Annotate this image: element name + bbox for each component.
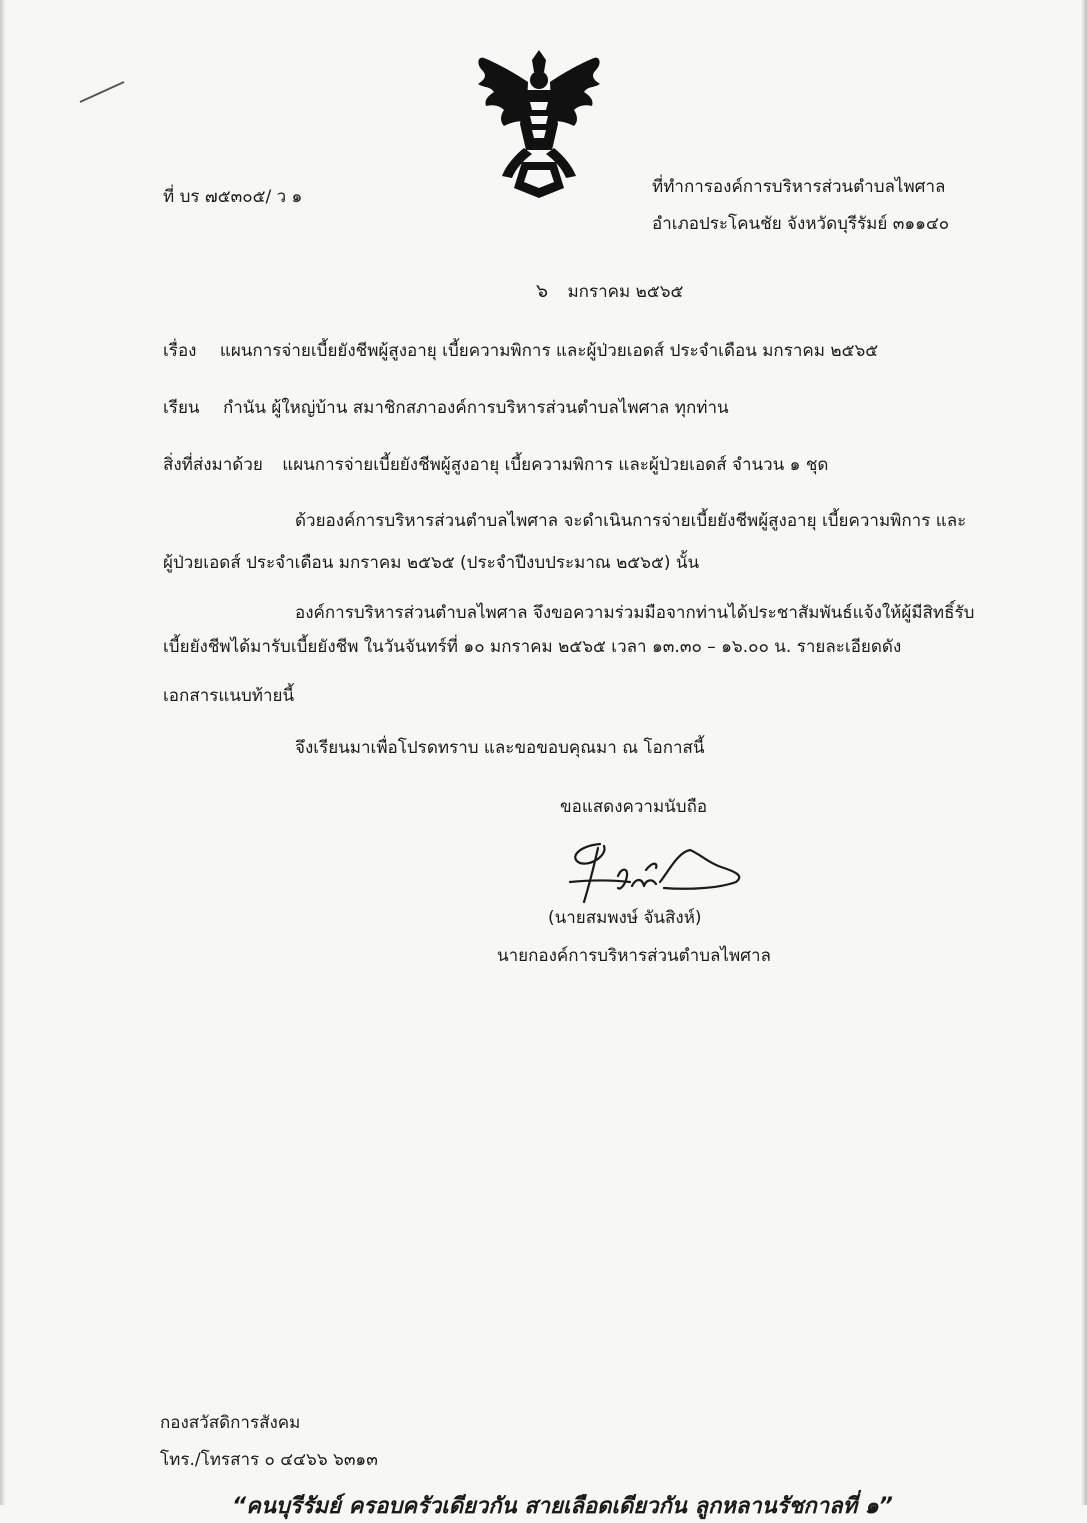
paragraph-2-line-3: เอกสารแนบท้ายนี้: [163, 686, 295, 706]
office-address-line1: ที่ทำการองค์การบริหารส่วนตำบลไพศาล: [652, 177, 946, 197]
phone-fax: โทร./โทรสาร ๐ ๔๔๖๖ ๖๓๑๓: [160, 1450, 378, 1470]
scan-edge-left: [0, 0, 6, 1505]
date-day: ๖: [536, 280, 549, 302]
handwritten-signature-icon: [560, 836, 760, 910]
subject-line: [163, 340, 878, 362]
subject-label: เรื่อง: [163, 341, 197, 361]
recipient-label: เรียน: [163, 398, 200, 418]
letter-date: [536, 280, 683, 303]
paragraph-1-line-1: ด้วยองค์การบริหารส่วนตำบลไพศาล จะดำเนินการจ่ายเบี้ยยังชีพผู้สูงอายุ เบี้ยความพิการ และ: [295, 511, 967, 531]
province-slogan: “คนบุรีรัมย์ ครอบครัวเดียวกัน สายเลือดเดียวกัน ลูกหลานรัชกาลที่ ๑”: [232, 1494, 893, 1519]
enclosure-line: [163, 454, 828, 476]
scan-edge-right: [1081, 0, 1087, 1505]
paragraph-2-line-1: องค์การบริหารส่วนตำบลไพศาล จึงขอความร่วมมือจากท่านได้ประชาสัมพันธ์แจ้งให้ผู้มีสิทธิ์รับ: [295, 603, 975, 623]
signer-name: (นายสมพงษ์ จันสิงห์): [548, 908, 702, 928]
date-month-year: มกราคม ๒๕๖๕: [567, 282, 684, 302]
paragraph-1-line-2: ผู้ป่วยเอดส์ ประจำเดือน มกราคม ๒๕๖๕ (ประจำปีงบประมาณ ๒๕๖๕) นั้น: [163, 553, 700, 573]
subject-text: แผนการจ่ายเบี้ยยังชีพผู้สูงอายุ เบี้ยความพิการ และผู้ป่วยเอดส์ ประจำเดือน มกราคม ๒๕๖๕: [219, 341, 879, 361]
office-address-line2: อำเภอประโคนชัย จังหวัดบุรีรัมย์ ๓๑๑๔๐: [652, 214, 950, 234]
enclosure-label: สิ่งที่ส่งมาด้วย: [163, 455, 263, 475]
department-name: กองสวัสดิการสังคม: [160, 1413, 301, 1433]
garuda-emblem-icon: [470, 50, 608, 198]
recipient-line: [163, 397, 729, 419]
paragraph-2-line-2: เบี้ยยังชีพได้มารับเบี้ยยังชีพ ในวันจันทร์ที่ ๑๐ มกราคม ๒๕๖๕ เวลา ๑๓.๓๐ – ๑๖.๐๐ น. รายละเอียดดัง: [163, 637, 902, 657]
pen-mark: [78, 78, 128, 106]
ref-number: ที่ บร ๗๕๓๐๕/ ว ๑: [163, 187, 303, 207]
regards-text: ขอแสดงความนับถือ: [560, 797, 708, 817]
signer-title: นายกองค์การบริหารส่วนตำบลไพศาล: [497, 946, 771, 966]
enclosure-text: แผนการจ่ายเบี้ยยังชีพผู้สูงอายุ เบี้ยความพิการ และผู้ป่วยเอดส์ จำนวน ๑ ชุด: [282, 455, 829, 475]
recipient-text: กำนัน ผู้ใหญ่บ้าน สมาชิกสภาองค์การบริหารส่วนตำบลไพศาล ทุกท่าน: [222, 398, 729, 418]
closing-sentence: จึงเรียนมาเพื่อโปรดทราบ และขอขอบคุณมา ณ โอกาสนี้: [295, 738, 705, 758]
